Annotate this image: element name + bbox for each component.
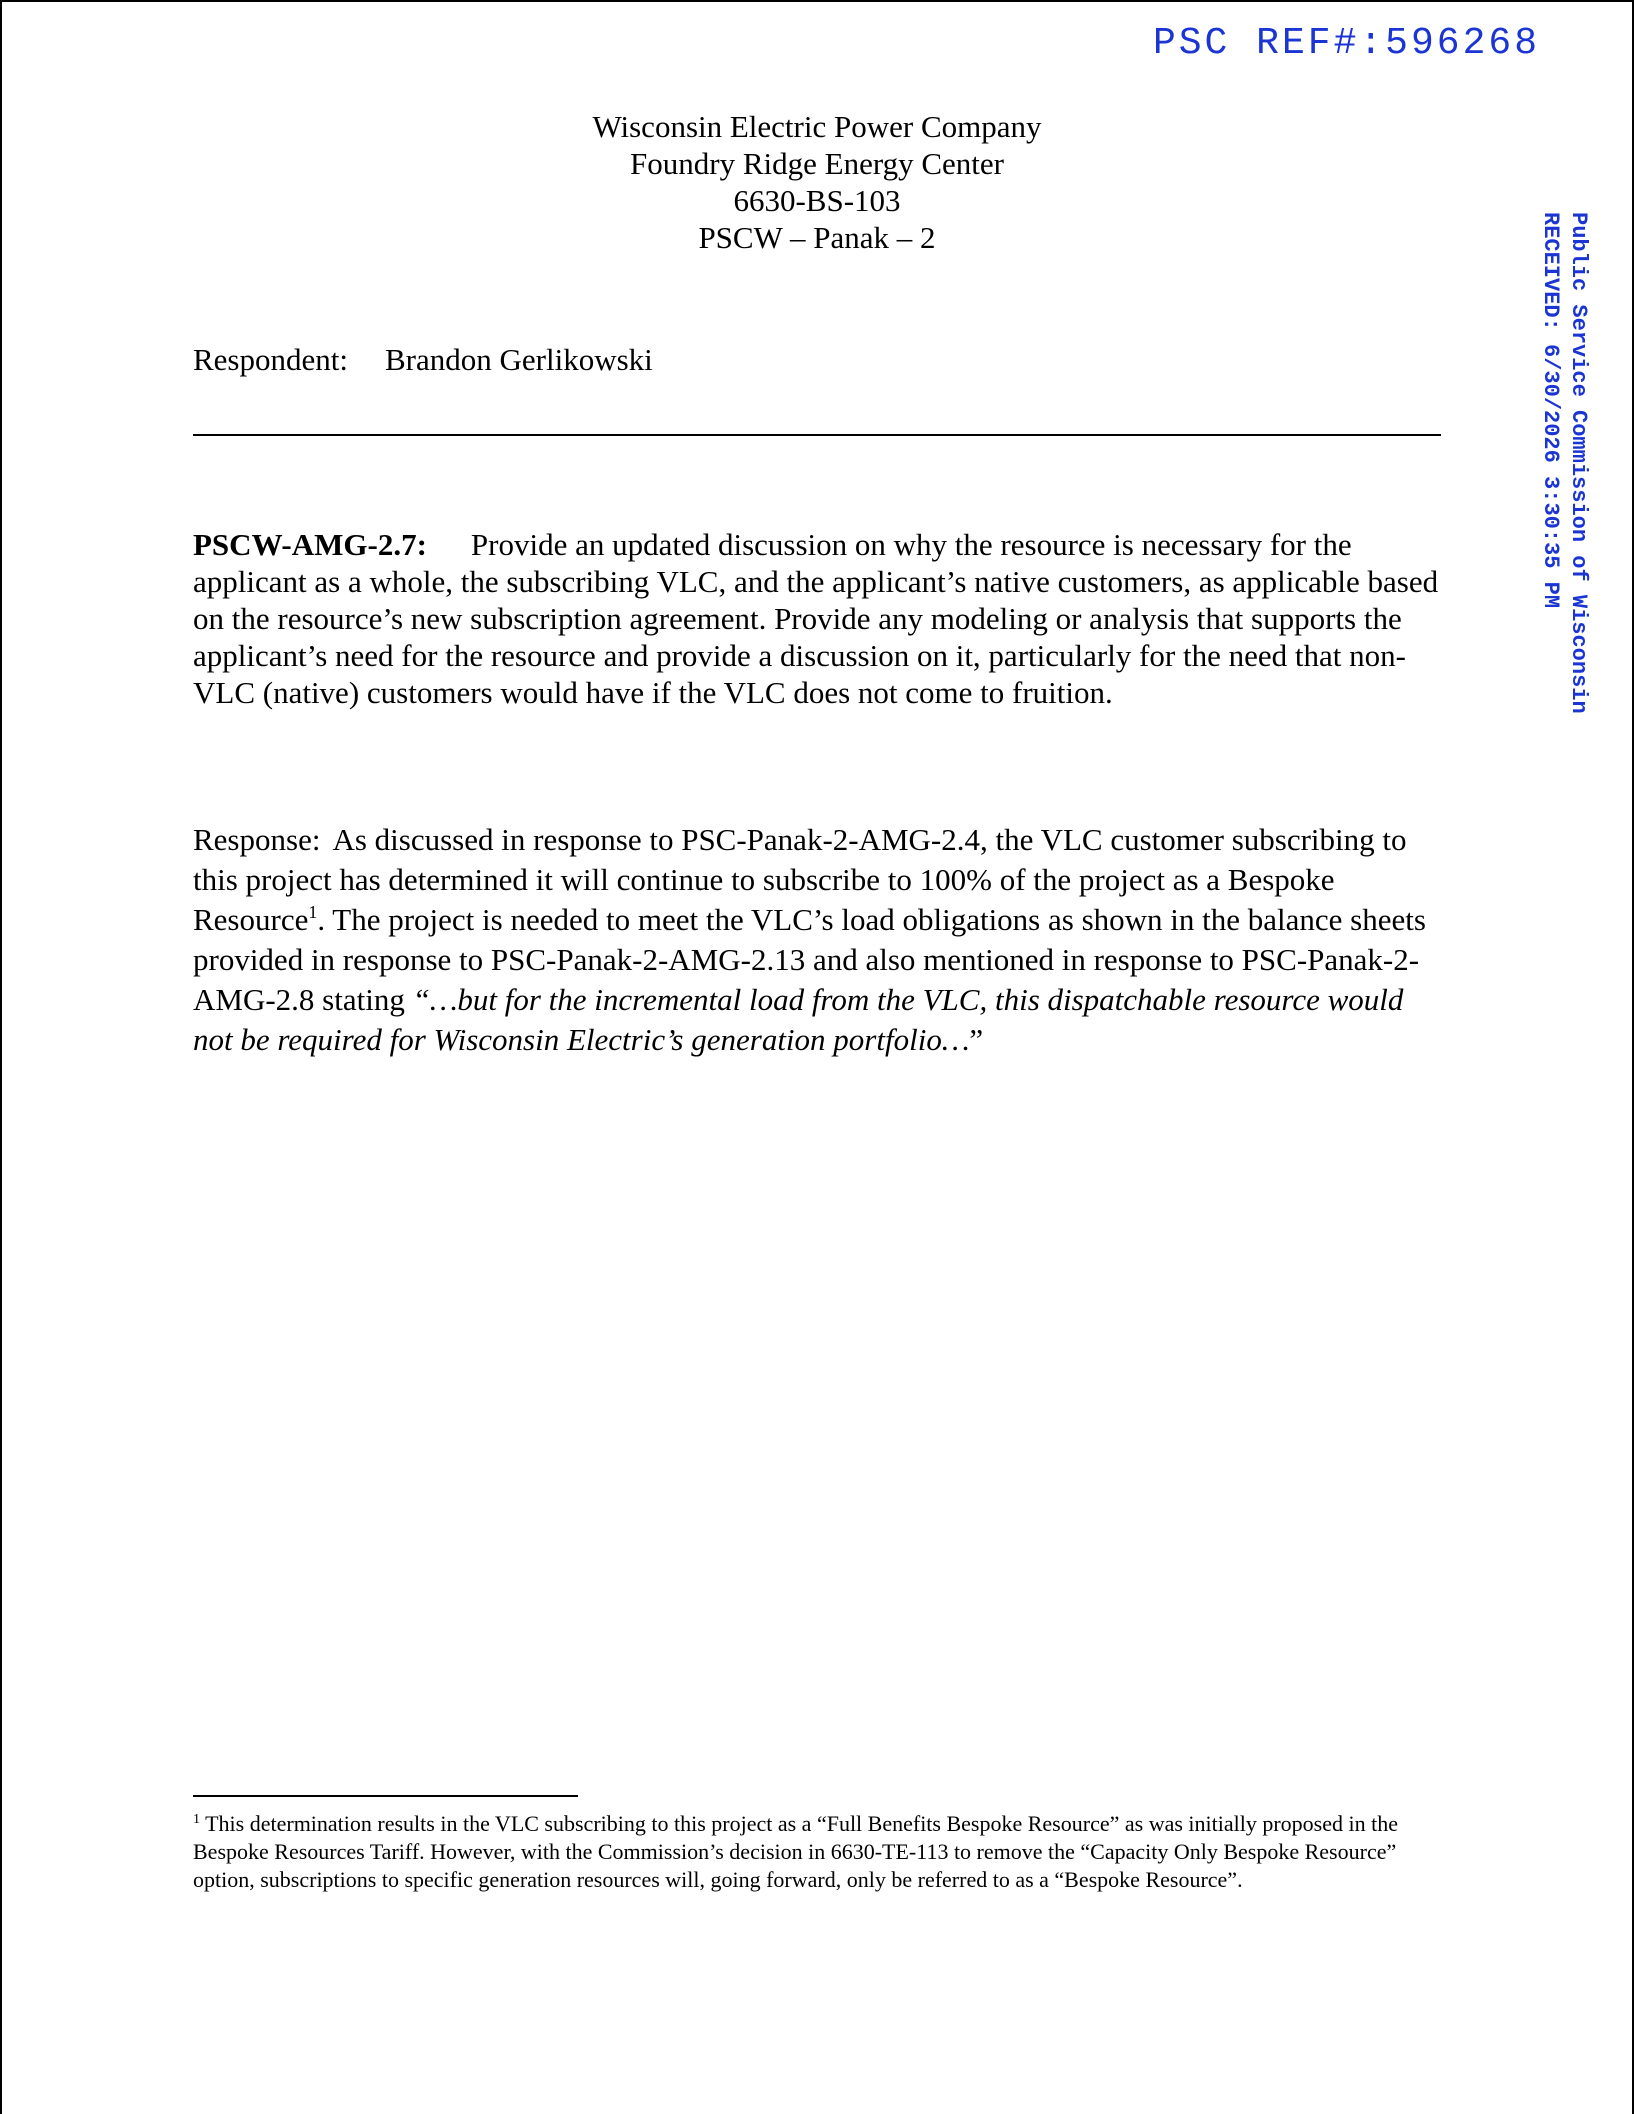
request-set: PSCW – Panak – 2 [698, 220, 936, 255]
footnote-reference: 1 [308, 902, 318, 922]
received-stamp-line1: Public Service Commission of Wisconsin [1566, 212, 1591, 714]
psc-ref-stamp: PSC REF#:596268 [1152, 22, 1540, 65]
section-divider [193, 434, 1441, 436]
response-text-part1: As discussed in response to PSC-Panak-2-AMG-2.4, the VLC customer subscribing to this project has determined it will continue to subscribe to 100% of the project as a Bespoke Resource [193, 822, 1407, 937]
response-label: Response: [193, 822, 321, 857]
footnote-separator [193, 1795, 578, 1797]
response-quote-close: ” [969, 1022, 984, 1057]
received-stamp-line2: RECEIVED: 6/30/2026 3:30:35 PM [1538, 212, 1563, 609]
respondent [193, 342, 653, 378]
response-block [193, 820, 1443, 1060]
footnote [193, 1810, 1423, 1894]
question-block [193, 526, 1443, 711]
company-name: Wisconsin Electric Power Company [592, 109, 1042, 144]
respondent-label: Respondent: [193, 342, 348, 377]
docket-number: 6630-BS-103 [733, 183, 901, 218]
question-text: Provide an updated discussion on why the resource is necessary for the applicant as a whole, the subscribing VLC, and the applicant’s native customers, as applicable based on the resource’s new subscription agreement. Provide any modeling or analysis that supports the applicant’s need for the resource and provide a discussion on it, particularly for the need that non-VLC (native) customers would have if the VLC does not come to fruition. [193, 527, 1439, 710]
response-quote: “…but for the incremental load from the VLC, this dispatchable resource would not be required for Wisconsin Electric’s generation portfolio… [193, 982, 1404, 1057]
received-stamp [1532, 212, 1592, 772]
footnote-marker: 1 [193, 1812, 200, 1827]
respondent-name: Brandon Gerlikowski [385, 342, 653, 377]
footnote-text: This determination results in the VLC subscribing to this project as a “Full Benefits Bespoke Resource” as was initially proposed in the Bespoke Resources Tariff. However, with the Commission’s decision in 6630-TE-113 to remove the “Capacity Only Bespoke Resource” option, subscriptions to specific generation resources will, going forward, only be referred to as a “Bespoke Resource”. [193, 1811, 1398, 1892]
project-name: Foundry Ridge Energy Center [630, 146, 1004, 181]
document-header [0, 108, 1634, 256]
response-text-part2: . The project is needed to meet the VLC’s load obligations as shown in the balance sheets provided in response to PSC-Panak-2-AMG-2.13 and also mentioned in response to PSC-Panak-2-AMG-2.8 stating [193, 902, 1426, 1017]
question-label: PSCW-AMG-2.7: [193, 527, 427, 562]
